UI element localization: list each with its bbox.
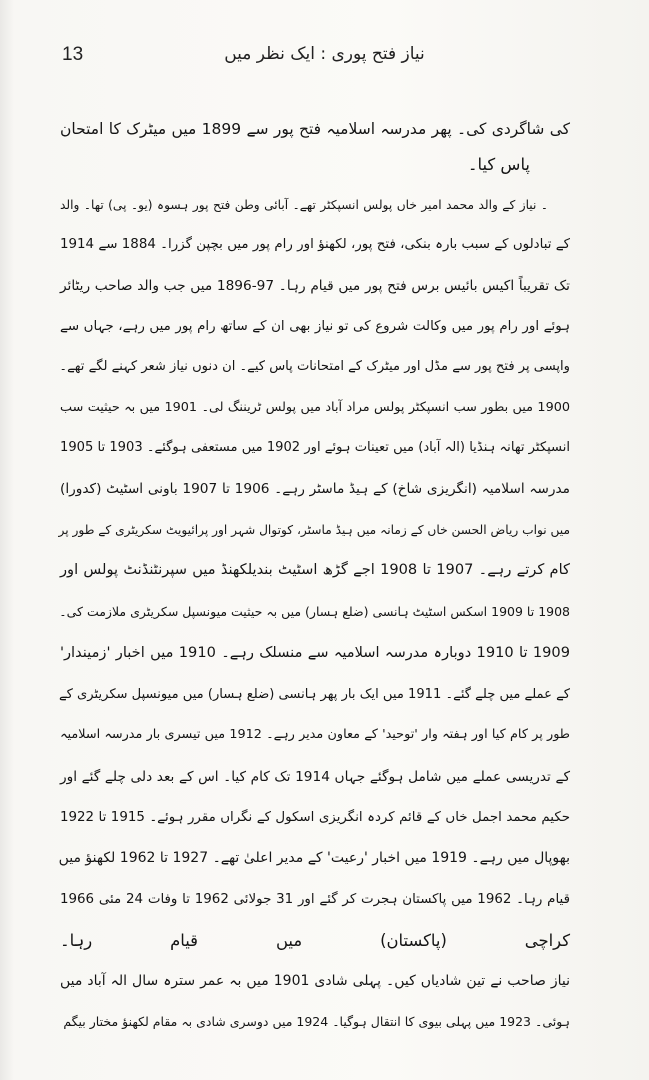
text-line: طور پر کام کیا اور ہفتہ وار 'توحید' کے معاون مدیر رہے۔ 1912 میں تیسری بار مدرسہ اسلامیہ (60, 727, 570, 742)
page-number: 13 (62, 44, 84, 65)
text-line: 1909 تا 1910 دوبارہ مدرسہ اسلامیہ سے منسلک رہے۔ 1910 میں اخبار 'زمیندار' (60, 644, 570, 661)
text-line: کی شاگردی کی۔ پھر مدرسہ اسلامیہ فتح پور سے 1899 میں میٹرک کا امتحان (60, 120, 570, 138)
text-line: ہوئے اور رام پور میں وکالت شروع کی تو نیاز بھی ان کے ساتھ رام پور میں رہے، جہاں سے (60, 319, 570, 334)
text-line: 1900 میں بطور سب انسپکٹر پولس مراد آباد میں پولس ٹریننگ لی۔ 1901 میں بہ حیثیت سب (60, 400, 570, 415)
text-line: ہوئی۔ 1923 میں پہلی بیوی کا انتقال ہوگیا۔ 1924 میں دوسری شادی بہ مقام لکھنؤ مختار بیگم (63, 1014, 570, 1029)
text-line: 1908 تا 1909 اسکس اسٹیٹ ہانسی (ضلع ہسار) میں بہ حیثیت میونسپل سکریٹری ملازمت کی۔ (59, 604, 570, 619)
text-line: کے تبادلوں کے سبب بارہ بنکی، فتح پور، لکھنؤ اور رام پور میں بچپن گزرا۔ 1884 سے 1914 (60, 237, 570, 252)
text-line: میں نواب ریاض الحسن خاں کے زمانہ میں ہیڈ ماسٹر، کوتوال شہر اور پرائیویٹ سکریٹری کے طور پر (58, 523, 570, 537)
text-line: کراچی (پاکستان) میں قیام رہا۔ (60, 931, 570, 950)
text-line: کے تدریسی عملے میں شامل ہوگئے جہاں 1914 تک کام کیا۔ اس کے بعد دلی چلے گئے اور (60, 769, 570, 785)
text-line: انسپکٹر تھانہ ہنڈیا (الہ آباد) میں تعینات ہوئے اور 1902 میں مستعفی ہوگئے۔ 1903 تا 1905 (60, 440, 570, 455)
text-line: کام کرتے رہے۔ 1907 تا 1908 اجے گڑھ اسٹیٹ بندیلکھنڈ میں سپرنٹنڈنٹ پولس اور (60, 561, 570, 578)
text-line: بھوپال میں رہے۔ 1919 میں اخبار 'رعیت' کے مدیر اعلیٰ تھے۔ 1927 تا 1962 لکھنؤ میں (58, 850, 570, 866)
body-text (60, 0, 570, 1080)
text-line: نیاز صاحب نے تین شادیاں کیں۔ پہلی شادی 1901 میں بہ عمر سترہ سال الہ آباد میں (60, 973, 570, 989)
text-line: واپسی پر فتح پور سے مڈل اور میٹرک کے امتحانات پاس کیے۔ ان دنوں نیاز شعر کہنے لگے تھے۔ (59, 359, 570, 374)
running-title: نیاز فتح پوری : ایک نظر میں (224, 44, 425, 64)
text-line: قیام رہا۔ 1962 میں پاکستان ہجرت کر گئے اور 31 جولائی 1962 تا وفات 24 مئی 1966 (60, 892, 570, 907)
text-line: ۔ نیاز کے والد محمد امیر خاں پولس انسپکٹر تھے۔ آبائی وطن فتح پور ہسوہ (یو۔ پی) تھا۔ والد (60, 198, 548, 212)
text-line: کے عملے میں چلے گئے۔ 1911 میں ایک بار پھر ہانسی (ضلع ہسار) میں میونسپل سکریٹری کے (58, 687, 570, 702)
text-line: پاس کیا۔ (467, 155, 530, 174)
text-line: تک تقریباً اکیس بائیس برس فتح پور میں قیام رہا۔ 97-1896 میں جب والد صاحب ریٹائر (60, 278, 570, 294)
text-line: حکیم محمد اجمل خاں کے قائم کردہ انگریزی اسکول کے نگراں مقرر ہوئے۔ 1915 تا 1922 (60, 810, 571, 825)
text-line: مدرسہ اسلامیہ (انگریزی شاخ) کے ہیڈ ماسٹر رہے۔ 1906 تا 1907 باونی اسٹیٹ (کدورا) (60, 481, 570, 497)
